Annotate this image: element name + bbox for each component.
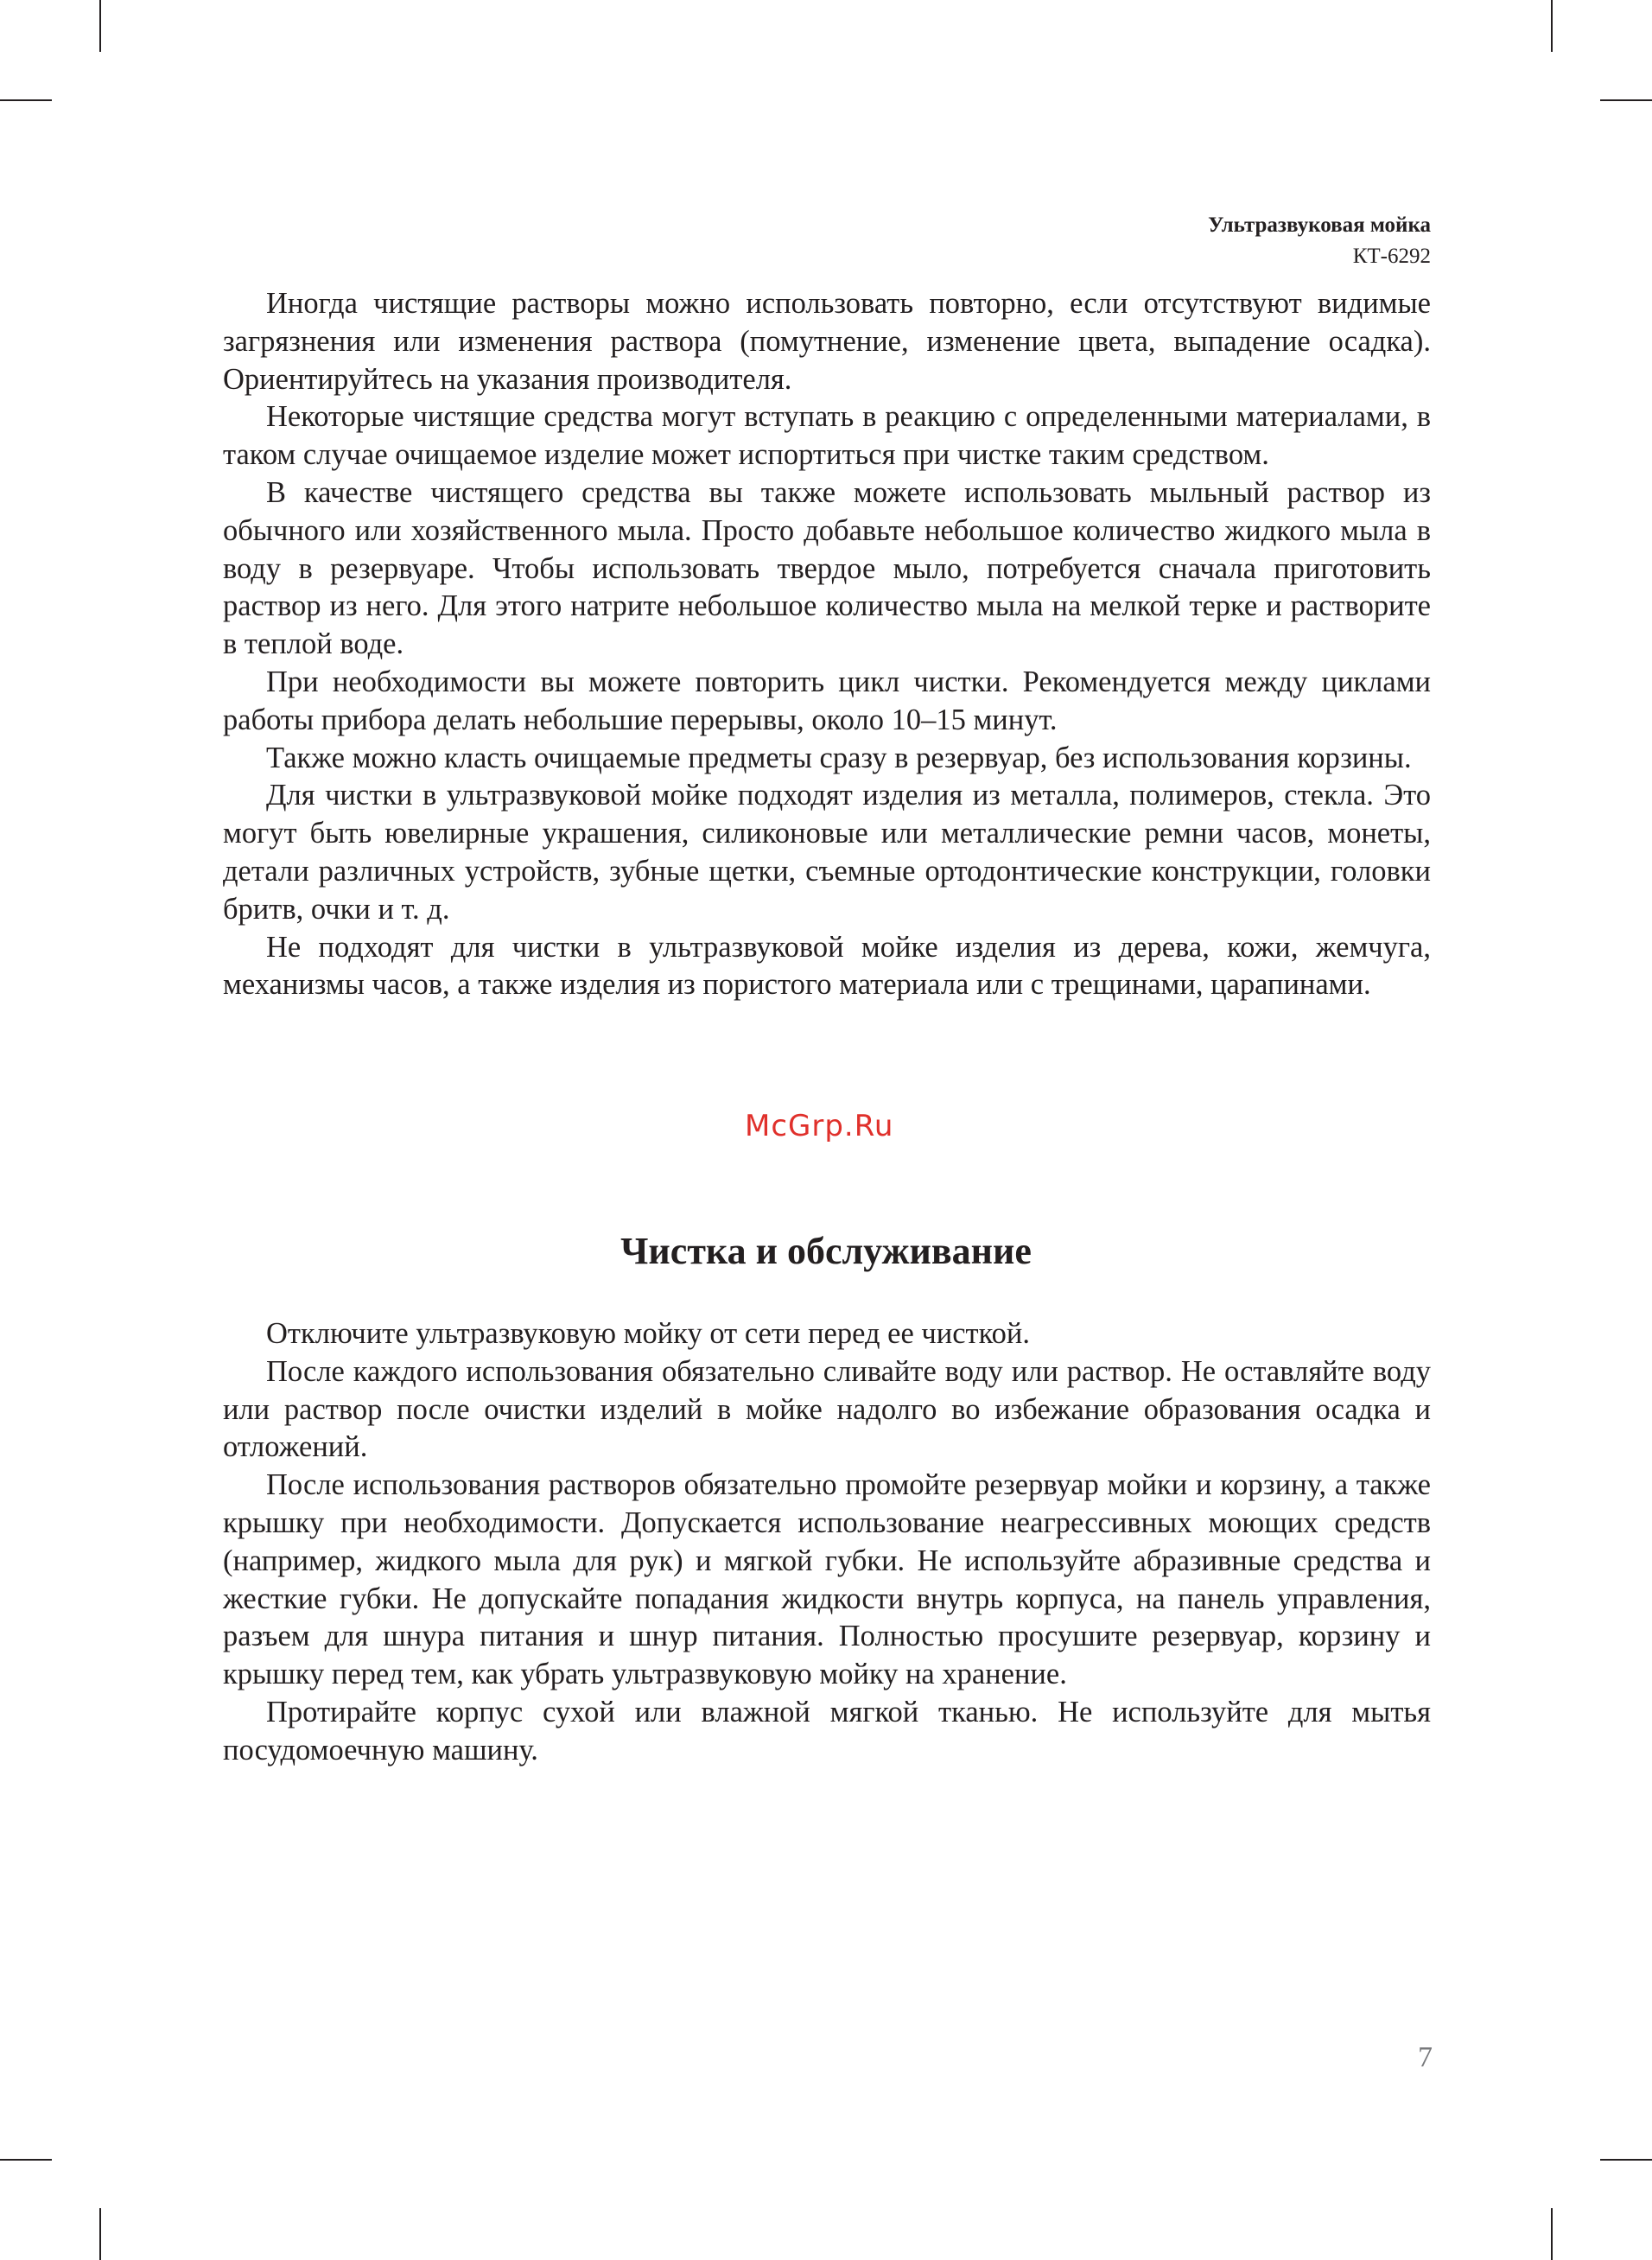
paragraph: Для чистки в ультразвуковой мойке подходят изделия из металла, полимеров, стекла. Это могут быть ювелирные украшения, силиконовые или металлические ремни часов, монеты, детали различных устройств, зубные щетки, съемные ортодонтические конструкции, головки бритв, очки и т. д.	[223, 779, 1431, 926]
section1-body	[223, 285, 1431, 1004]
paragraph: Протирайте корпус сухой или влажной мягкой тканью. Не используйте для мытья посудомоечную машину.	[223, 1695, 1431, 1767]
paragraph: После использования растворов обязательно промойте резервуар мойки и корзину, а также крышку при необходимости. Допускается использование неагрессивных моющих средств (например, жидкого мыла для рук) и мягкой губки. Не используйте абразивные средства и жесткие губки. Не допускайте попадания жидкости внутрь корпуса, на панель управления, разъем для шнура питания и шнур питания. Полностью просушите резервуар, корзину и крышку перед тем, как убрать ультразвуковую мойку на хранение.	[223, 1468, 1431, 1691]
watermark: McGrp.Ru	[745, 1109, 894, 1143]
paragraph: Не подходят для чистки в ультразвуковой мойке изделия из дерева, кожи, жемчуга, механизмы часов, а также изделия из пористого материала или с трещинами, царапинами.	[223, 930, 1431, 1002]
page-number: 7	[1418, 2041, 1433, 2073]
header-model: КТ-6292	[1352, 245, 1431, 268]
crop-mark-bottom-right-vertical	[1551, 2208, 1553, 2260]
crop-mark-top-right-horizontal	[1600, 99, 1652, 101]
paragraph: При необходимости вы можете повторить цикл чистки. Рекомендуется между циклами работы прибора делать небольшие перерывы, около 10–15 минут.	[223, 665, 1431, 736]
paragraph: Некоторые чистящие средства могут вступать в реакцию с определенными материалами, в таком случае очищаемое изделие может испортиться при чистке таким средством.	[223, 400, 1431, 472]
crop-mark-top-left-horizontal	[0, 99, 52, 101]
paragraph: Иногда чистящие растворы можно использовать повторно, если отсутствуют видимые загрязнения или изменения раствора (помутнение, изменение цвета, выпадение осадка). Ориентируйтесь на указания производителя.	[223, 287, 1431, 396]
crop-mark-bottom-left-horizontal	[0, 2159, 52, 2161]
header-title: Ультразвуковая мойка	[1208, 213, 1431, 237]
running-header	[1208, 210, 1431, 272]
paragraph: Также можно класть очищаемые предметы сразу в резервуар, без использования корзины.	[266, 741, 1412, 774]
paragraph: После каждого использования обязательно сливайте воду или раствор. Не оставляйте воду или раствор после очистки изделий в мойке надолго во избежание образования осадка и отложений.	[223, 1354, 1431, 1464]
crop-mark-bottom-left-vertical	[99, 2208, 101, 2260]
paragraph: В качестве чистящего средства вы также можете использовать мыльный раствор из обычного или хозяйственного мыла. Просто добавьте небольшое количество жидкого мыла в воду в резервуаре. Чтобы использовать твердое мыло, потребуется сначала приготовить раствор из него. Для этого натрите небольшое количество мыла на мелкой терке и растворите в теплой воде.	[223, 475, 1431, 661]
crop-mark-bottom-right-horizontal	[1600, 2159, 1652, 2161]
section-title: Чистка и обслуживание	[620, 1230, 1032, 1272]
crop-mark-top-right-vertical	[1551, 0, 1553, 52]
section2-body	[223, 1315, 1431, 1770]
crop-mark-top-left-vertical	[99, 0, 101, 52]
paragraph: Отключите ультразвуковую мойку от сети перед ее чисткой.	[266, 1317, 1030, 1350]
